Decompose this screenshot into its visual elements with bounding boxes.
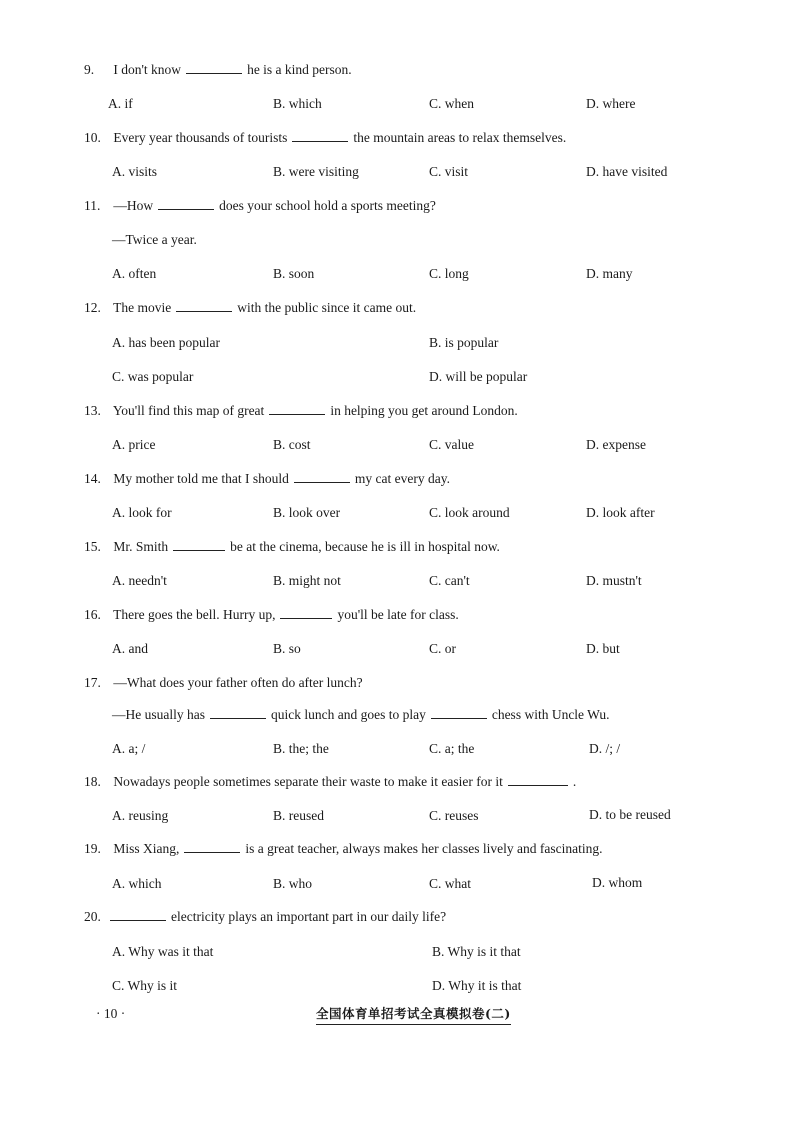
option-a: A. and xyxy=(112,641,148,656)
question-text-after: . xyxy=(572,774,577,789)
question-17 xyxy=(84,675,363,691)
option-d: D. to be reused xyxy=(589,807,671,822)
question-15 xyxy=(84,539,500,555)
question-19 xyxy=(84,841,602,857)
question-number: 14. xyxy=(84,471,101,486)
dialogue-part-3: chess with Uncle Wu. xyxy=(491,707,610,722)
option-c: C. value xyxy=(429,437,474,452)
footer-title: 全国体育单招考试全真模拟卷(二) xyxy=(316,1004,511,1025)
dialogue-part-1: —He usually has xyxy=(112,707,205,722)
answer-blank xyxy=(280,617,332,619)
question-number: 10. xyxy=(84,130,101,145)
option-c: C. reuses xyxy=(429,808,479,823)
question-number: 19. xyxy=(84,841,101,856)
question-number: 12. xyxy=(84,300,101,315)
option-d: D. mustn't xyxy=(586,573,642,588)
question-20 xyxy=(84,909,446,925)
option-d: D. but xyxy=(586,641,620,656)
option-b: B. who xyxy=(273,876,313,891)
option-c: C. look around xyxy=(429,505,510,520)
dialogue-part-2: quick lunch and goes to play xyxy=(270,707,426,722)
option-d: D. many xyxy=(586,266,633,281)
question-number: 17. xyxy=(84,675,101,690)
option-c: C. or xyxy=(429,641,456,656)
option-c: C. what xyxy=(429,876,471,891)
page-number: · 10 · xyxy=(96,1006,126,1021)
question-9 xyxy=(84,62,352,78)
question-text-after: with the public since it came out. xyxy=(237,300,417,315)
option-d: D. look after xyxy=(586,505,655,520)
question-13 xyxy=(84,403,518,419)
option-d: D. will be popular xyxy=(429,369,528,384)
question-number: 15. xyxy=(84,539,101,554)
answer-blank xyxy=(184,851,240,853)
option-b: B. soon xyxy=(273,266,315,281)
question-text-after: does your school hold a sports meeting? xyxy=(219,198,436,213)
question-11 xyxy=(84,198,436,214)
question-number: 11. xyxy=(84,198,101,213)
answer-blank xyxy=(269,413,325,415)
answer-blank xyxy=(176,310,232,312)
option-c: C. long xyxy=(429,266,469,281)
question-10 xyxy=(84,130,566,146)
question-12 xyxy=(84,300,416,316)
option-c: C. a; the xyxy=(429,741,475,756)
question-text-before: You'll find this map of great xyxy=(112,403,265,418)
option-a: A. Why was it that xyxy=(112,944,214,959)
question-text-before: The movie xyxy=(113,300,172,315)
option-a: A. needn't xyxy=(112,573,167,588)
option-b: B. look over xyxy=(273,505,341,520)
option-d: D. whom xyxy=(592,875,643,890)
answer-blank xyxy=(508,784,568,786)
option-a: A. if xyxy=(108,96,133,111)
option-c: C. visit xyxy=(429,164,469,179)
option-a: A. look for xyxy=(112,505,172,520)
option-b: B. might not xyxy=(273,573,341,588)
question-number: 9. xyxy=(84,62,95,77)
option-a: A. reusing xyxy=(112,808,169,823)
question-text-before: Nowadays people sometimes separate their waste to make it easier for it xyxy=(113,774,503,789)
question-text-after: you'll be late for class. xyxy=(337,607,459,622)
question-text-before: There goes the bell. Hurry up, xyxy=(113,607,276,622)
question-text-before: Every year thousands of tourists xyxy=(113,130,288,145)
option-d: D. expense xyxy=(586,437,646,452)
option-d: D. Why it is that xyxy=(432,978,522,993)
option-d: D. /; / xyxy=(589,741,621,756)
option-b: B. Why is it that xyxy=(432,944,521,959)
question-17-answer-line xyxy=(112,707,610,723)
option-a: A. which xyxy=(112,876,162,891)
answer-blank xyxy=(292,140,348,142)
answer-blank xyxy=(431,717,487,719)
question-text-after: is a great teacher, always makes her classes lively and fascinating. xyxy=(245,841,603,856)
option-c: C. can't xyxy=(429,573,470,588)
option-c: C. Why is it xyxy=(112,978,178,993)
option-c: C. when xyxy=(429,96,474,111)
answer-blank xyxy=(173,549,225,551)
option-a: A. often xyxy=(112,266,157,281)
question-16 xyxy=(84,607,459,623)
option-c: C. was popular xyxy=(112,369,194,384)
option-a: A. visits xyxy=(112,164,158,179)
answer-blank xyxy=(158,208,214,210)
answer-blank xyxy=(294,481,350,483)
question-text-after: in helping you get around London. xyxy=(330,403,518,418)
question-text-after: my cat every day. xyxy=(354,471,450,486)
dialogue-reply: —Twice a year. xyxy=(112,232,197,247)
question-11-answer-line xyxy=(112,232,197,248)
question-18 xyxy=(84,774,576,790)
question-text-before: —How xyxy=(113,198,154,213)
question-number: 16. xyxy=(84,607,101,622)
option-b: B. the; the xyxy=(273,741,329,756)
option-b: B. reused xyxy=(273,808,324,823)
option-b: B. were visiting xyxy=(273,164,359,179)
option-a: A. a; / xyxy=(112,741,146,756)
question-text-before: Miss Xiang, xyxy=(113,841,180,856)
answer-blank xyxy=(110,919,166,921)
question-text-after: the mountain areas to relax themselves. xyxy=(353,130,567,145)
option-b: B. cost xyxy=(273,437,311,452)
question-number: 20. xyxy=(84,909,101,924)
question-text-after: he is a kind person. xyxy=(247,62,352,77)
question-text-before: Mr. Smith xyxy=(113,539,169,554)
option-d: D. have visited xyxy=(586,164,668,179)
question-text: —What does your father often do after lunch? xyxy=(113,675,363,690)
option-a: A. has been popular xyxy=(112,335,220,350)
option-b: B. is popular xyxy=(429,335,499,350)
option-b: B. which xyxy=(273,96,322,111)
option-d: D. where xyxy=(586,96,636,111)
question-text-after: be at the cinema, because he is ill in hospital now. xyxy=(230,539,500,554)
option-b: B. so xyxy=(273,641,301,656)
question-number: 13. xyxy=(84,403,101,418)
question-text-before: My mother told me that I should xyxy=(113,471,289,486)
question-text-before: I don't know xyxy=(113,62,182,77)
option-a: A. price xyxy=(112,437,156,452)
question-14 xyxy=(84,471,450,487)
answer-blank xyxy=(186,72,242,74)
question-number: 18. xyxy=(84,774,101,789)
answer-blank xyxy=(210,717,266,719)
question-text-after: electricity plays an important part in our daily life? xyxy=(171,909,447,924)
